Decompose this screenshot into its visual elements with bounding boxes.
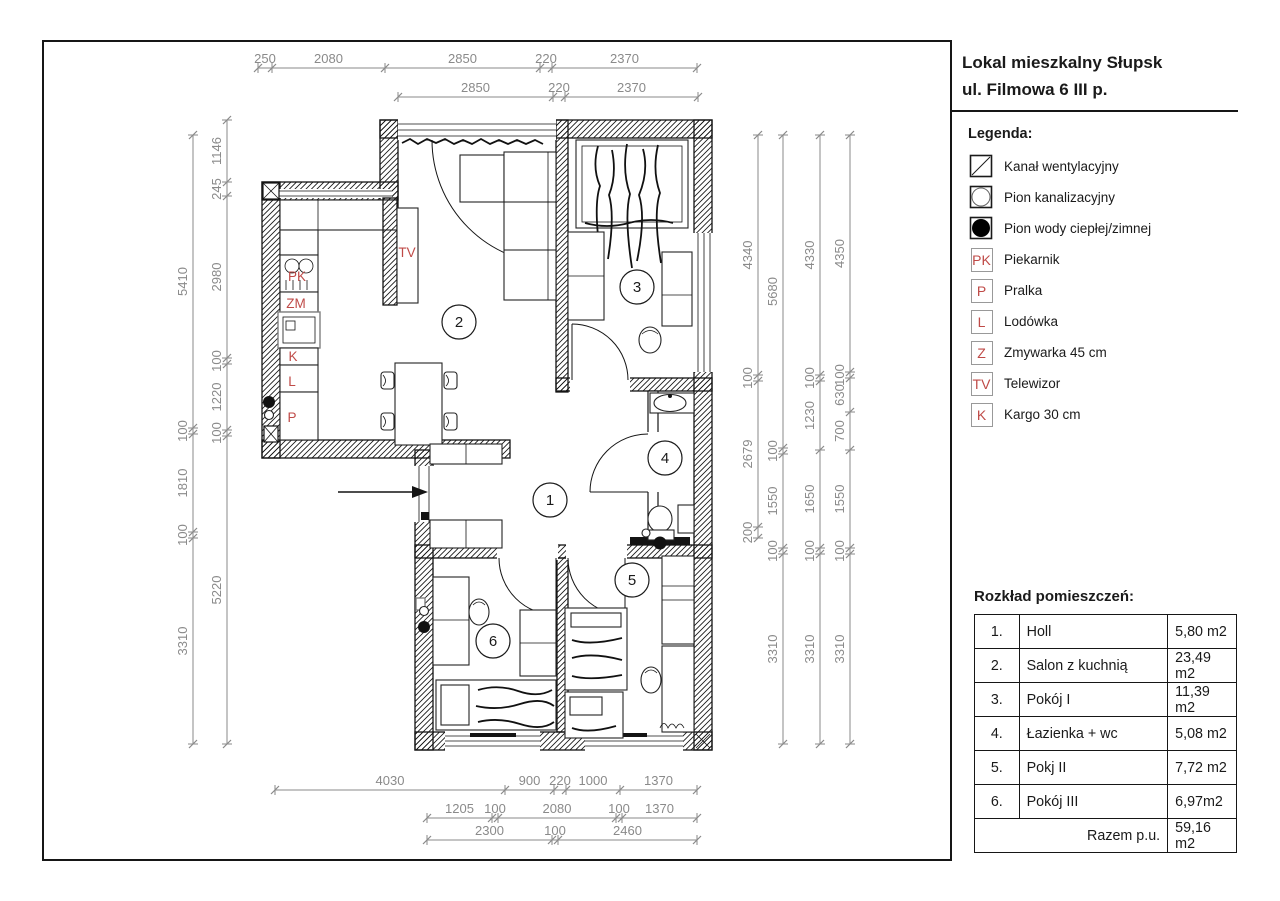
symbol-k-icon: K bbox=[968, 401, 995, 428]
dimension-label: 3310 bbox=[175, 626, 190, 656]
sewage-riser-icon bbox=[642, 529, 650, 537]
dimension-label: 100 bbox=[175, 524, 190, 546]
legend-item-label: Kargo 30 cm bbox=[1004, 407, 1081, 422]
appliance-label-k: K bbox=[288, 349, 298, 364]
dimension-label: 100 bbox=[608, 801, 630, 816]
dimension-label: 1205 bbox=[445, 801, 474, 816]
title-block bbox=[952, 40, 1238, 112]
dimension-label: 3310 bbox=[802, 634, 817, 664]
dimension-label: 200 bbox=[740, 521, 755, 544]
appliance-label-tv: TV bbox=[398, 245, 416, 260]
dimension-label: 100 bbox=[209, 422, 224, 444]
dimension-label: 2980 bbox=[209, 262, 224, 292]
legend-item bbox=[968, 275, 1238, 306]
legend-item bbox=[968, 151, 1238, 182]
dimension-label: 220 bbox=[535, 51, 557, 66]
dimension-label: 100 bbox=[765, 540, 780, 562]
dimension-label: 2370 bbox=[610, 51, 639, 66]
total-label: Razem p.u. bbox=[975, 819, 1168, 853]
legend-item bbox=[968, 182, 1238, 213]
dimension-label: 700 bbox=[832, 420, 847, 442]
water-riser-icon bbox=[654, 537, 667, 550]
legend-item bbox=[968, 213, 1238, 244]
dimension-label: 1220 bbox=[209, 382, 224, 412]
appliance-label-l: L bbox=[288, 374, 296, 389]
room-name: Salon z kuchnią bbox=[1019, 649, 1168, 683]
table-row bbox=[975, 751, 1237, 785]
room-number: 5 bbox=[627, 572, 637, 589]
dimension-label: 220 bbox=[549, 773, 571, 788]
dimension-label: 5410 bbox=[175, 267, 190, 296]
legend-item-label: Pion wody ciepłej/zimnej bbox=[1004, 221, 1152, 236]
symbol-pk-icon: PK bbox=[968, 246, 995, 273]
appliance-label-pk: PK bbox=[287, 269, 307, 284]
dimension-label: 2460 bbox=[613, 823, 642, 838]
room-number: 3 bbox=[632, 279, 642, 296]
room-number: 1 bbox=[545, 492, 555, 509]
symbol-tv-icon: TV bbox=[968, 370, 995, 397]
room-name: Pokój I bbox=[1019, 683, 1168, 717]
symbol-p-icon: P bbox=[968, 277, 995, 304]
title-line-1: Lokal mieszkalny Słupsk bbox=[962, 53, 1163, 72]
info-panel bbox=[950, 40, 1238, 861]
room-no: 2. bbox=[975, 649, 1020, 683]
legend-title: Legenda: bbox=[968, 126, 1033, 142]
symbol-z-icon: Z bbox=[968, 339, 995, 366]
dimension-label: 100 bbox=[832, 540, 847, 562]
legend-item bbox=[968, 368, 1238, 399]
dimension-label: 3310 bbox=[765, 634, 780, 664]
room-area: 7,72 m2 bbox=[1168, 751, 1237, 785]
room-name: Łazienka + wc bbox=[1019, 717, 1168, 751]
room-no: 5. bbox=[975, 751, 1020, 785]
dimension-label: 1146 bbox=[209, 137, 224, 165]
dimension-label: 2080 bbox=[314, 51, 343, 66]
table-row bbox=[975, 785, 1237, 819]
dimension-label: 4340 bbox=[740, 240, 755, 270]
sewage-riser-icon bbox=[420, 607, 429, 616]
dimension-label: 1370 bbox=[645, 801, 674, 816]
dimension-label: 2080 bbox=[542, 801, 572, 816]
legend-item bbox=[968, 244, 1238, 275]
table-row bbox=[975, 649, 1237, 683]
room-area: 5,80 m2 bbox=[1168, 615, 1237, 649]
dimension-label: 900 bbox=[518, 773, 541, 788]
room-no: 3. bbox=[975, 683, 1020, 717]
room-no: 1. bbox=[975, 615, 1020, 649]
dimension-label: 2679 bbox=[740, 439, 755, 469]
dimension-label: 2850 bbox=[448, 51, 477, 66]
room-no: 6. bbox=[975, 785, 1020, 819]
appliance-label-zm: ZM bbox=[286, 296, 306, 311]
legend-item-label: Zmywarka 45 cm bbox=[1004, 345, 1107, 360]
legend bbox=[952, 112, 1238, 430]
vent-square-icon bbox=[968, 153, 995, 180]
title-line-2: ul. Filmowa 6 III p. bbox=[962, 80, 1108, 99]
dimension-label: 245 bbox=[209, 178, 224, 200]
dimension-label: 5680 bbox=[765, 277, 780, 306]
dimension-label: 2850 bbox=[461, 80, 490, 95]
appliance-label-p: P bbox=[287, 410, 297, 425]
circle-outline-icon bbox=[968, 184, 995, 211]
room-number: 6 bbox=[488, 633, 498, 650]
dimension-label: 4330 bbox=[802, 240, 817, 270]
dimension-label: 100 bbox=[544, 823, 566, 838]
dimension-label: 1550 bbox=[832, 484, 847, 514]
dimension-label: 100 bbox=[802, 367, 817, 389]
salon-furniture bbox=[381, 152, 556, 445]
sewage-riser-icon bbox=[265, 411, 274, 420]
dimension-label: 100 bbox=[175, 420, 190, 442]
dimension-label: 4350 bbox=[832, 239, 847, 268]
dimension-label: 250 bbox=[254, 51, 276, 66]
water-riser-icon bbox=[418, 621, 430, 633]
dimension-label: 220 bbox=[548, 80, 570, 95]
dimension-label: 630 bbox=[832, 384, 847, 406]
total-area: 59,16 m2 bbox=[1168, 819, 1237, 853]
dimension-label: 100 bbox=[832, 364, 847, 386]
dimension-label: 2300 bbox=[475, 823, 504, 838]
room-area: 11,39 m2 bbox=[1168, 683, 1237, 717]
water-riser-icon bbox=[263, 396, 275, 408]
legend-item bbox=[968, 337, 1238, 368]
room-no: 4. bbox=[975, 717, 1020, 751]
legend-item-label: Pion kanalizacyjny bbox=[1004, 190, 1116, 205]
kitchen-units bbox=[278, 200, 398, 440]
vent-box-icon bbox=[263, 183, 279, 199]
dimension-label: 1550 bbox=[765, 486, 780, 516]
table-row bbox=[975, 717, 1237, 751]
room-area: 23,49 m2 bbox=[1168, 649, 1237, 683]
table-row bbox=[975, 615, 1237, 649]
rooms-table-block bbox=[974, 588, 1237, 853]
room-area: 6,97m2 bbox=[1168, 785, 1237, 819]
rooms-table bbox=[974, 614, 1237, 853]
legend-item bbox=[968, 399, 1238, 430]
circle-filled-icon bbox=[968, 215, 995, 242]
dimension-label: 3310 bbox=[832, 634, 847, 664]
hall-furniture bbox=[430, 444, 502, 548]
dimension-label: 1810 bbox=[175, 468, 190, 498]
rooms-table-title: Rozkład pomieszczeń: bbox=[974, 588, 1135, 605]
dimension-label: 1230 bbox=[802, 401, 817, 430]
room-name: Pokój III bbox=[1019, 785, 1168, 819]
room-name: Pokj II bbox=[1019, 751, 1168, 785]
dimension-label: 5220 bbox=[209, 575, 224, 605]
legend-item-label: Piekarnik bbox=[1004, 252, 1060, 267]
dimension-label: 100 bbox=[484, 801, 506, 816]
entrance-arrow-icon bbox=[338, 486, 428, 498]
legend-item bbox=[968, 306, 1238, 337]
dimension-label: 100 bbox=[802, 540, 817, 562]
room-area: 5,08 m2 bbox=[1168, 717, 1237, 751]
dimension-label: 1000 bbox=[578, 773, 608, 788]
room-number: 2 bbox=[454, 314, 464, 331]
room3-furniture bbox=[568, 140, 692, 353]
symbol-l-icon: L bbox=[968, 308, 995, 335]
table-row bbox=[975, 683, 1237, 717]
legend-item-label: Lodówka bbox=[1004, 314, 1059, 329]
table-total-row bbox=[975, 819, 1237, 853]
dimension-label: 100 bbox=[740, 367, 755, 389]
room-number: 4 bbox=[660, 450, 670, 467]
dimension-label: 100 bbox=[209, 350, 224, 372]
dimension-label: 1650 bbox=[802, 484, 817, 514]
dimension-label: 100 bbox=[765, 440, 780, 462]
legend-item-label: Kanał wentylacyjny bbox=[1004, 159, 1119, 174]
legend-item-label: Pralka bbox=[1004, 283, 1043, 298]
room-name: Holl bbox=[1019, 615, 1168, 649]
legend-item-label: Telewizor bbox=[1004, 376, 1061, 391]
vent-box-icon bbox=[264, 426, 278, 442]
dimension-label: 2370 bbox=[617, 80, 646, 95]
dimension-label: 4030 bbox=[375, 773, 405, 788]
dimension-label: 1370 bbox=[644, 773, 673, 788]
